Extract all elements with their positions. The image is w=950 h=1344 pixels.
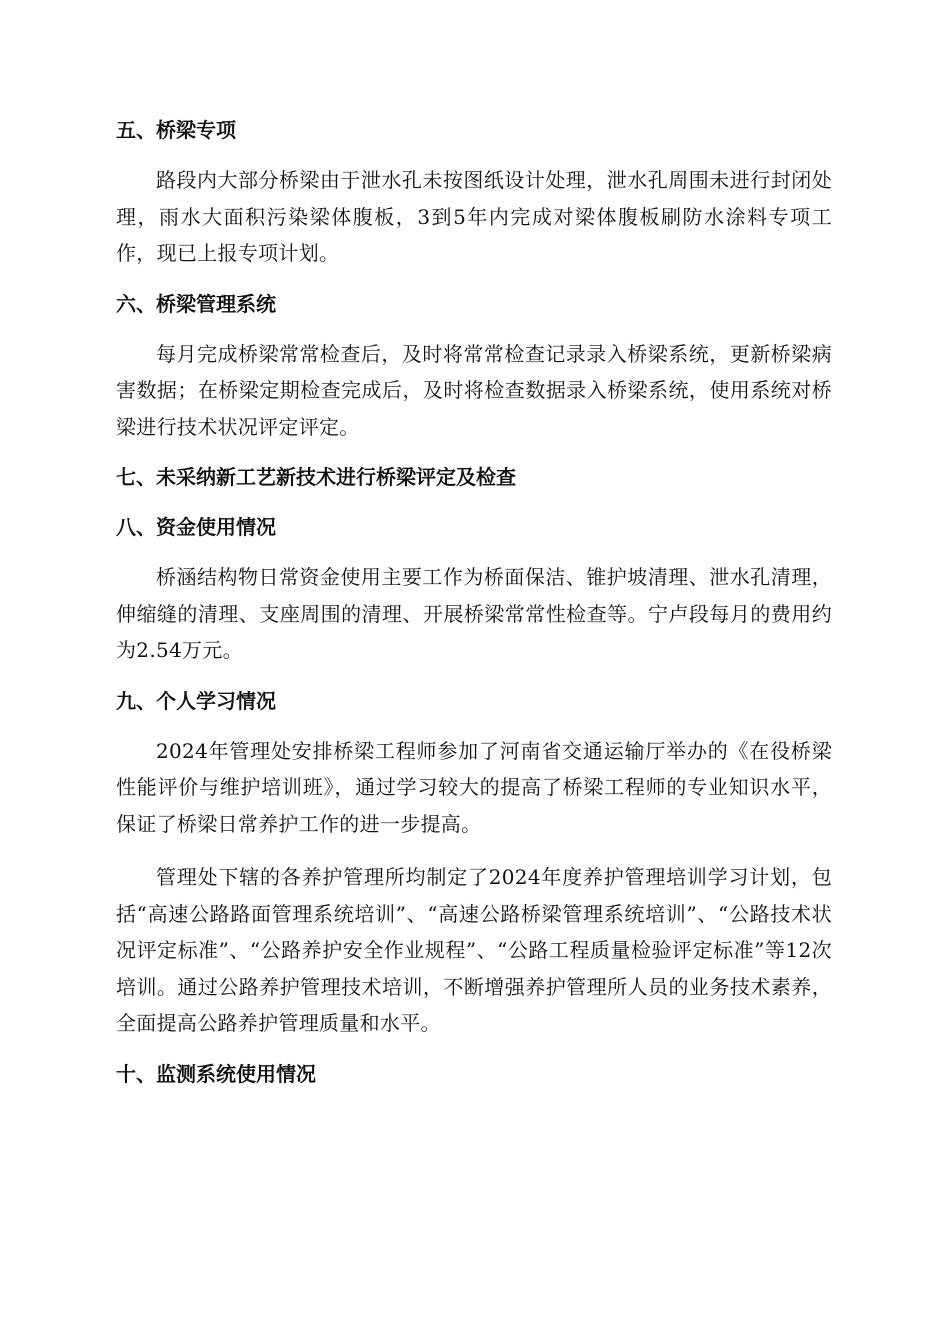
section-9-paragraph-2: 管理处下辖的各养护管理所均制定了2024年度养护管理培训学习计划，包括“高速公路路面管理系统培训”、“高速公路桥梁管理系统培训”、“公路技术状况评定标准”、“公路养护安全作业规程”、“公路工程质量检验评定标准”等12次培训。通过公路养护管理技术培训，不断增强养护管理所人员的业务技术素养，全面提高公路养护管理质量和水平。 (116, 865, 832, 1035)
section-6-paragraph-1: 每月完成桥梁常常检查后，及时将常常检查记录录入桥梁系统，更新桥梁病害数据；在桥梁定期检查完成后，及时将检查数据录入桥梁系统，使用系统对桥梁进行技术状况评定评定。 (116, 341, 832, 439)
section-heading-8: 八、资金使用情况 (116, 515, 276, 539)
section-9-paragraph-1: 2024年管理处安排桥梁工程师参加了河南省交通运输厅举办的《在役桥梁性能评价与维护培训班》，通过学习较大的提高了桥梁工程师的专业知识水平，保证了桥梁日常养护工作的进一步提高。 (116, 738, 832, 836)
section-heading-9: 九、个人学习情况 (116, 688, 276, 713)
section-heading-6: 六、桥梁管理系统 (116, 291, 276, 316)
section-heading-7: 七、未采纳新工艺新技术进行桥梁评定及检查 (116, 465, 516, 489)
section-heading-5: 五、桥梁专项 (116, 118, 236, 142)
section-heading-10: 十、监测系统使用情况 (116, 1061, 316, 1086)
section-5-paragraph-1: 路段内大部分桥梁由于泄水孔未按图纸设计处理，泄水孔周围未进行封闭处理，雨水大面积污染梁体腹板，3到5年内完成对梁体腹板刷防水涂料专项工作，现已上报专项计划。 (116, 168, 832, 265)
document-body (116, 112, 832, 1106)
section-8-paragraph-1: 桥涵结构物日常资金使用主要工作为桥面保洁、锥护坡清理、泄水孔清理，伸缩缝的清理、支座周围的清理、开展桥梁常常性检查等。宁卢段每月的费用约为2.54万元。 (116, 565, 832, 662)
